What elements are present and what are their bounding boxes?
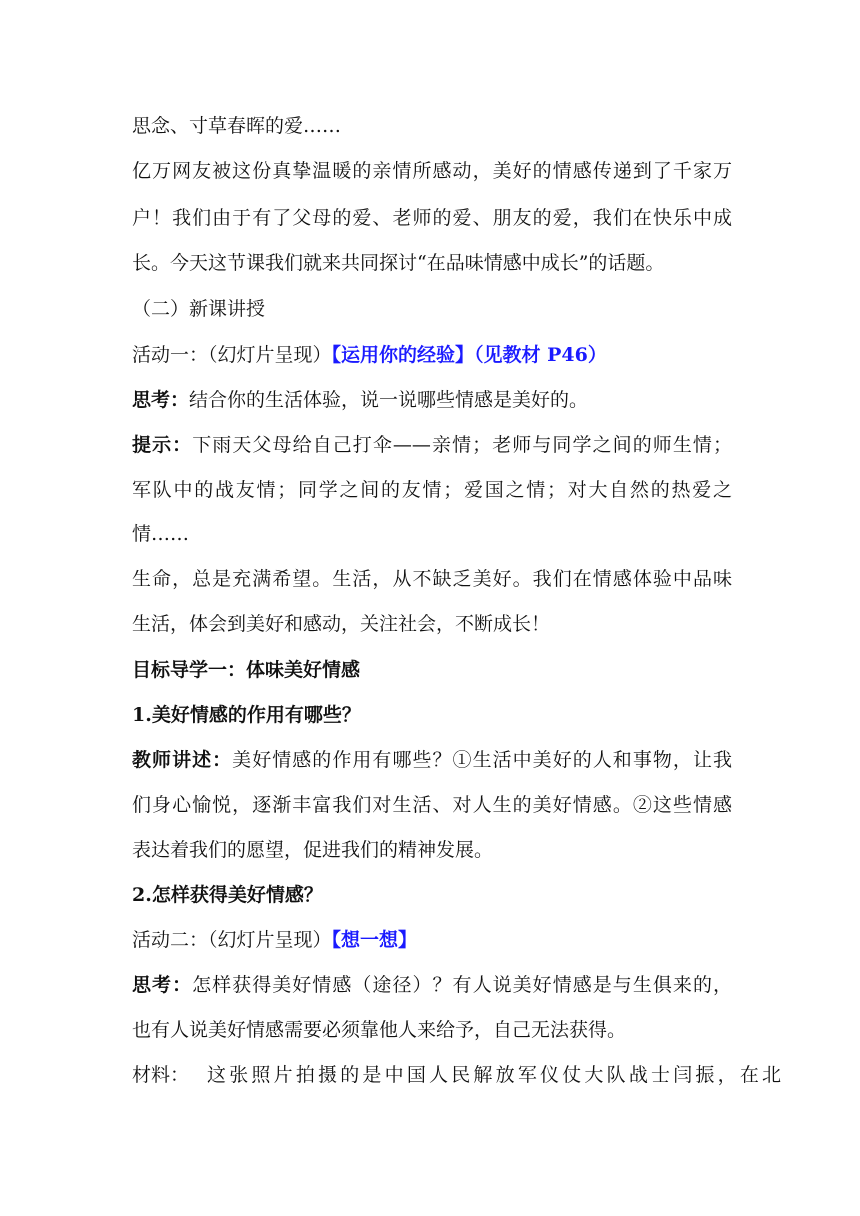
paragraph-line-life-1 xyxy=(132,566,732,592)
text-span: 1.美好情感的作用有哪些？ xyxy=(132,704,361,726)
section-heading-new-lesson xyxy=(132,296,732,322)
text-span: 生活，体会到美好和感动，关注社会，不断成长！ xyxy=(132,613,551,635)
teacher-text: 美好情感的作用有哪些？①生活中美好的人和事物，让我 xyxy=(232,749,732,771)
question-heading-2 xyxy=(132,882,732,908)
think-text-2: 怎样获得美好情感（途径）？有人说美好情感是与生俱来的， xyxy=(192,974,732,996)
paragraph-line-3 xyxy=(132,205,732,231)
question-heading-1 xyxy=(132,702,732,728)
material-label: 材料： xyxy=(132,1064,190,1086)
text-span: 2.怎样获得美好情感？ xyxy=(132,884,323,906)
hint-label: 提示： xyxy=(132,434,193,456)
text-span: 长。今天这节课我们就来共同探讨“在品味情感中成长”的话题。 xyxy=(132,252,665,274)
hint-line-3 xyxy=(132,521,732,547)
goal-heading xyxy=(132,657,732,683)
think-line-3 xyxy=(132,1017,732,1043)
teacher-line-2 xyxy=(132,792,732,818)
paragraph-line-4 xyxy=(132,250,732,276)
text-span: 生命，总是充满希望。生活，从不缺乏美好。我们在情感体验中品味 xyxy=(132,568,732,590)
text-span: 也有人说美好情感需要必须靠他人来给予，自己无法获得。 xyxy=(132,1019,627,1041)
text-span: 情…… xyxy=(132,523,190,545)
think-line-2 xyxy=(132,972,732,998)
text-span: 思念、寸草春晖的爱…… xyxy=(132,115,342,137)
activity-one-line xyxy=(132,342,732,368)
teacher-line-1 xyxy=(132,747,732,773)
paragraph-line-life-2 xyxy=(132,611,732,637)
text-span: （二）新课讲授 xyxy=(132,298,266,320)
activity-one-highlight: 【运用你的经验】（见教材 P46） xyxy=(331,344,607,366)
text-span: 军队中的战友情；同学之间的友情；爱国之情；对大自然的热爱之 xyxy=(132,479,732,501)
hint-text: 下雨天父母给自己打伞——亲情；老师与同学之间的师生情； xyxy=(192,434,732,456)
activity-one-prefix: 活动一：（幻灯片呈现） xyxy=(132,344,332,366)
paragraph-line-1 xyxy=(132,113,732,139)
material-text: 这张照片拍摄的是中国人民解放军仪仗大队战士闫振，在北 xyxy=(207,1064,785,1086)
think-label: 思考： xyxy=(132,389,190,411)
text-span: 们身心愉悦，逐渐丰富我们对生活、对人生的美好情感。②这些情感 xyxy=(132,794,732,816)
think-text: 结合你的生活体验，说一说哪些情感是美好的。 xyxy=(189,389,589,411)
text-span: 表达着我们的愿望，促进我们的精神发展。 xyxy=(132,839,494,861)
teacher-line-3 xyxy=(132,837,732,863)
activity-two-highlight: 【想一想】 xyxy=(331,929,418,951)
activity-two-line xyxy=(132,927,732,953)
text-span: 亿万网友被这份真挚温暖的亲情所感动，美好的情感传递到了千家万 xyxy=(132,160,732,182)
paragraph-line-2 xyxy=(132,158,732,184)
think-label-2: 思考： xyxy=(132,974,193,996)
activity-two-prefix: 活动二：（幻灯片呈现） xyxy=(132,929,332,951)
teacher-label: 教师讲述： xyxy=(132,749,233,771)
hint-line-1 xyxy=(132,432,732,458)
hint-line-2 xyxy=(132,477,732,503)
material-line xyxy=(132,1062,785,1088)
text-span: 户！我们由于有了父母的爱、老师的爱、朋友的爱，我们在快乐中成 xyxy=(132,207,732,229)
text-span: 目标导学一：体味美好情感 xyxy=(132,659,361,681)
think-line-1 xyxy=(132,387,732,413)
